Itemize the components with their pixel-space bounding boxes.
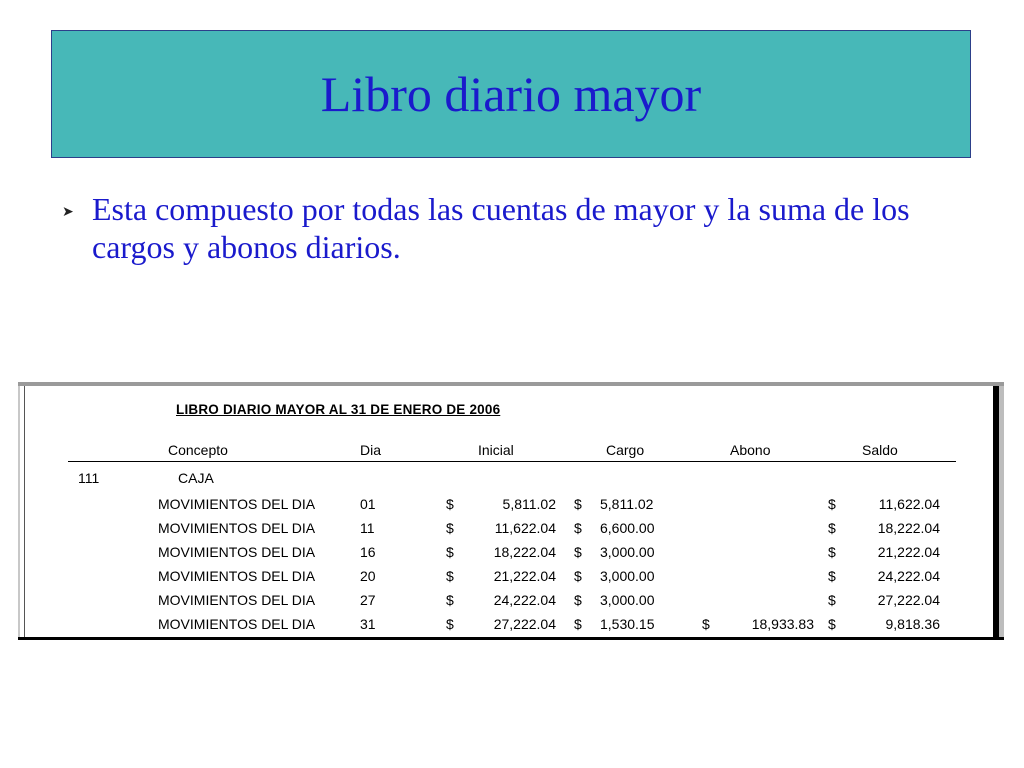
- row-inicial-currency: $: [446, 520, 454, 536]
- row-concepto: MOVIMIENTOS DEL DIA: [158, 496, 316, 512]
- row-cargo-currency: $: [574, 616, 582, 632]
- header-saldo: Saldo: [862, 442, 898, 458]
- row-cargo-currency: $: [574, 592, 582, 608]
- row-saldo-value: 11,622.04: [878, 496, 940, 512]
- row-saldo-value: 24,222.04: [877, 568, 940, 584]
- row-dia: 11: [360, 520, 375, 536]
- title-banner: [51, 30, 971, 158]
- row-cargo-value: 1,530.15: [600, 616, 655, 632]
- row-dia: 31: [360, 616, 376, 632]
- row-cargo-currency: $: [574, 544, 582, 560]
- table-row: [18, 616, 1004, 638]
- row-abono-value: 18,933.83: [751, 616, 814, 632]
- row-cargo-value: 6,600.00: [600, 520, 655, 536]
- row-inicial-currency: $: [446, 568, 454, 584]
- ledger-spreadsheet-image: [18, 382, 1004, 640]
- row-saldo-value: 27,222.04: [877, 592, 940, 608]
- row-dia: 16: [360, 544, 376, 560]
- row-cargo-currency: $: [574, 520, 582, 536]
- row-inicial-value: 18,222.04: [493, 544, 556, 560]
- row-cargo-value: 3,000.00: [600, 544, 655, 560]
- row-dia: 27: [360, 592, 376, 608]
- row-concepto: MOVIMIENTOS DEL DIA: [158, 544, 316, 560]
- row-saldo-value: 18,222.04: [877, 520, 940, 536]
- row-concepto: MOVIMIENTOS DEL DIA: [158, 616, 316, 632]
- row-inicial-currency: $: [446, 544, 454, 560]
- row-abono-currency: $: [702, 616, 710, 632]
- row-inicial-currency: $: [446, 496, 454, 512]
- table-row: [18, 568, 1004, 590]
- table-row: [18, 544, 1004, 566]
- bullet-item: [62, 190, 962, 266]
- account-name: CAJA: [178, 470, 214, 486]
- row-inicial-value: 11,622.04: [494, 520, 556, 536]
- table-row: [18, 592, 1004, 614]
- row-concepto: MOVIMIENTOS DEL DIA: [158, 568, 316, 584]
- row-saldo-currency: $: [828, 592, 836, 608]
- row-dia: 20: [360, 568, 376, 584]
- row-saldo-currency: $: [828, 496, 836, 512]
- row-saldo-currency: $: [828, 616, 836, 632]
- ledger-caption: LIBRO DIARIO MAYOR AL 31 DE ENERO DE 2006: [176, 402, 501, 417]
- row-saldo-value: 21,222.04: [877, 544, 940, 560]
- row-saldo-currency: $: [828, 544, 836, 560]
- row-concepto: MOVIMIENTOS DEL DIA: [158, 520, 316, 536]
- header-dia: Dia: [360, 442, 382, 458]
- row-inicial-value: 27,222.04: [493, 616, 556, 632]
- header-underline: [68, 461, 956, 462]
- account-number: 111: [78, 470, 100, 486]
- row-saldo-value: 9,818.36: [885, 616, 940, 632]
- bullet-text: Esta compuesto por todas las cuentas de mayor y la suma de los cargos y abonos diarios.: [92, 191, 910, 265]
- header-inicial: Inicial: [478, 442, 514, 458]
- row-inicial-value: 24,222.04: [493, 592, 556, 608]
- row-cargo-currency: $: [574, 568, 582, 584]
- row-saldo-currency: $: [828, 568, 836, 584]
- row-cargo-value: 3,000.00: [600, 568, 655, 584]
- row-inicial-currency: $: [446, 616, 454, 632]
- row-cargo-currency: $: [574, 496, 582, 512]
- row-inicial-value: 5,811.02: [502, 496, 556, 512]
- row-dia: 01: [360, 496, 376, 512]
- row-inicial-value: 21,222.04: [493, 568, 556, 584]
- header-concepto: Concepto: [168, 442, 228, 458]
- row-saldo-currency: $: [828, 520, 836, 536]
- arrowhead-bullet-icon: ➤: [62, 204, 74, 220]
- row-inicial-currency: $: [446, 592, 454, 608]
- table-row: [18, 520, 1004, 542]
- row-cargo-value: 5,811.02: [600, 496, 654, 512]
- slide-title: Libro diario mayor: [320, 66, 702, 122]
- row-concepto: MOVIMIENTOS DEL DIA: [158, 592, 316, 608]
- header-cargo: Cargo: [606, 442, 645, 458]
- row-cargo-value: 3,000.00: [600, 592, 655, 608]
- header-abono: Abono: [730, 442, 771, 458]
- table-row: [18, 496, 1004, 518]
